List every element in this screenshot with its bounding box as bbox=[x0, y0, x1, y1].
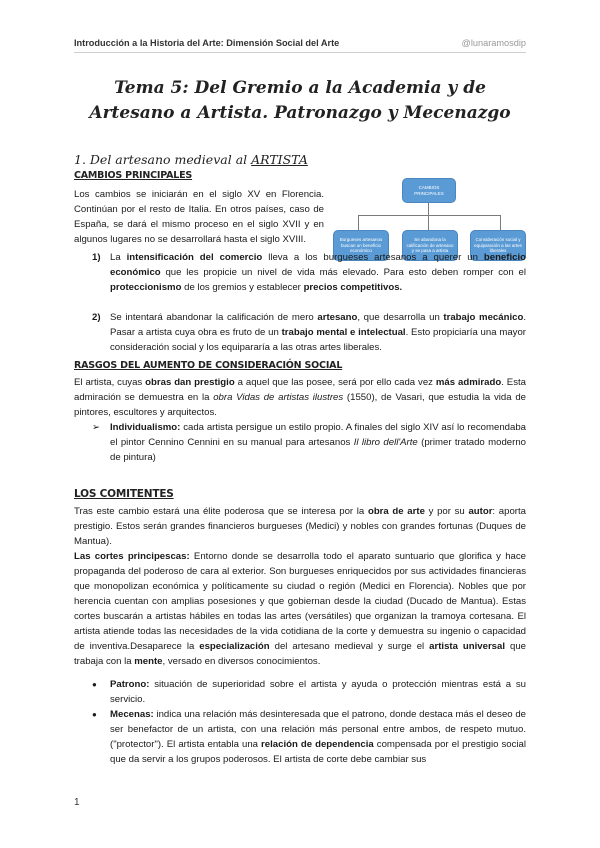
bullet-icon: ● bbox=[92, 710, 97, 719]
list-item-mecenas: Mecenas: indica una relación más desinteresada que el patrono, donde destaca más el deseo de ser benefactor de un artista, con una relación más personal entre ambos, de respeto mutuo. ("protector"). El artista entabla una relación de dependencia compensada por el prestigio social que da servir a los grupos poderosos. El artista de corte debe cambiar sus bbox=[110, 709, 526, 765]
diagram-node-right: Consideración social y equiparación a las artes liberales bbox=[470, 230, 526, 261]
page-title: Tema 5: Del Gremio a la Academia y de Artesano a Artista. Patronazgo y Mecenazgo bbox=[89, 78, 511, 123]
course-title: Introducción a la Historia del Arte: Dimensión Social del Arte bbox=[74, 38, 340, 48]
comitentes-paragraph: Tras este cambio estará una élite poderosa que se interesa por la obra de arte y por su autor: aporta prestigio. Estos serán grandes financieros burgueses (Medici) y nobles con grandes fortunas (Duques de Mantua). bbox=[74, 506, 526, 547]
list-item-individualismo: Individualismo: cada artista persigue un estilo propio. A finales del siglo XIV así lo recomendaba el pintor Cennino Cennini en su manual para artesanos Il libro dell'Arte (primer tratado moderno de pintura) bbox=[110, 422, 526, 463]
list-item-patrono: Patrono: situación de superioridad sobre el artista y ayuda o protección mientras está a su servicio. bbox=[110, 679, 526, 705]
rasgos-paragraph: El artista, cuyas obras dan prestigio a aquel que las posee, será por ello cada vez más admirado. Esta admiración se demuestra en la obra Vidas de artistas ilustres (1550), de Vasari, que estudia la vida de pintores, escultores y arquitectos. bbox=[74, 377, 527, 418]
author-handle: @lunaramosdip bbox=[461, 38, 526, 48]
diagram-node-left: Burgueses artesanos buscan un beneficio económico bbox=[333, 230, 389, 261]
intro-paragraph: Los cambios se iniciarán en el siglo XV en Florencia. Continúan por el resto de Italia. En otros países, caso de España, se dará el mismo proceso en el siglo XVII y en algunos lugares no se desarrollará hasta el siglo XVIII. bbox=[74, 189, 324, 245]
subheading-cambios: CAMBIOS PRINCIPALES bbox=[74, 170, 193, 181]
diagram-connector bbox=[358, 215, 500, 216]
list-item-comercio: La intensificación del comercio lleva a los burgueses artesanos a querer un beneficio económico que les propicie un nivel de vida más elevado. Para esto deben romper con el proteccionismo de los gremios y establecer precios competitivos. bbox=[110, 252, 526, 293]
header-divider bbox=[74, 52, 526, 53]
page-number: 1 bbox=[74, 797, 80, 808]
diagram-connector bbox=[428, 215, 429, 230]
list-marker: 1) bbox=[92, 252, 101, 263]
diagram-connector bbox=[500, 215, 501, 230]
list-item-artesano: Se intentará abandonar la calificación de mero artesano, que desarrolla un trabajo mecánico. Pasar a artista cuya obra es fruto de un trabajo mental e intelectual. Esto propiciaría una mayor consideración social y los equipararía a las otras artes liberales. bbox=[110, 312, 526, 353]
diagram-node-middle: Se abandona la calificación de artesano y se pasa a artista bbox=[402, 230, 458, 261]
bullet-icon: ● bbox=[92, 680, 97, 689]
diagram-node-top: CAMBIOS PRINCIPALES bbox=[402, 178, 456, 203]
diagram-connector bbox=[358, 215, 359, 230]
page-header bbox=[74, 36, 526, 50]
section-heading-artesano: 1. Del artesano medieval al ARTISTA bbox=[74, 152, 308, 167]
section-heading-comitentes: LOS COMITENTES bbox=[74, 488, 174, 500]
subheading-rasgos: RASGOS DEL AUMENTO DE CONSIDERACIÓN SOCIAL bbox=[74, 360, 343, 371]
list-marker: 2) bbox=[92, 312, 101, 323]
cortes-paragraph: Las cortes principescas: Entorno donde se desarrolla todo el aparato suntuario que glorifica y hace propaganda del poderoso de cara al exterior. Son burgueses enriquecidos por sus actividades financieras que monopolizan económica y políticamente su ciudad o región (Medici en Florencia). Nobles que por herencia cuentan con amplias posesiones y que gobiernan desde la ciudad (Ducado de Mantua). Estas cortes buscarán a artistas hábiles en todas las artes (versátiles) que organizan la tramoya cortesana. El artista atiende todas las necesidades de la vida cotidiana de la corte y demuestra su ingenio o capacidad de inventiva.Desaparece la especialización del artesano medieval y surge el artista universal que trabaja con la mente, versado en diversos conocimientos. bbox=[74, 551, 526, 667]
arrow-bullet-icon: ➢ bbox=[92, 422, 101, 433]
